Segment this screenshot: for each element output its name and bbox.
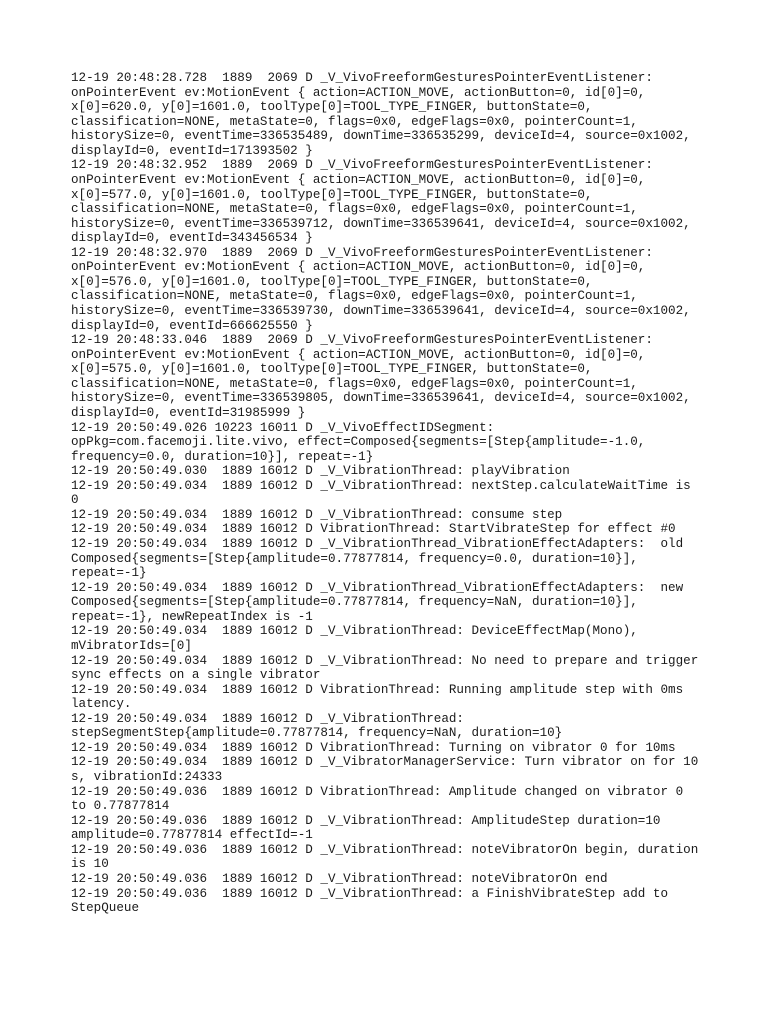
log-line: displayId=0, eventId=31985999 } [71, 405, 306, 420]
log-line: 12-19 20:50:49.026 10223 16011 D _V_VivoEffectIDSegment: [71, 420, 495, 435]
log-line: classification=NONE, metaState=0, flags=0x0, edgeFlags=0x0, pointerCount=1, [71, 114, 638, 129]
log-line: historySize=0, eventTime=336535489, downTime=336535299, deviceId=4, source=0x1002, [71, 129, 691, 144]
log-line: 12-19 20:50:49.034 1889 16012 D _V_VibrationThread: consume step [71, 507, 563, 522]
log-line: 12-19 20:48:33.046 1889 2069 D _V_VivoFreeformGesturesPointerEventListener: [71, 333, 653, 348]
log-line: Composed{segments=[Step{amplitude=0.77877814, frequency=NaN, duration=10}], [71, 595, 638, 610]
log-line: historySize=0, eventTime=336539730, downTime=336539641, deviceId=4, source=0x1002, [71, 304, 691, 318]
log-line: displayId=0, eventId=666625550 } [71, 318, 313, 333]
log-line: amplitude=0.77877814 effectId=-1 [71, 828, 313, 843]
log-line: sync effects on a single vibrator [71, 668, 321, 683]
log-line: x[0]=575.0, y[0]=1601.0, toolType[0]=TOOL_TYPE_FINGER, buttonState=0, [71, 362, 593, 377]
log-line: repeat=-1}, newRepeatIndex is -1 [71, 609, 313, 624]
log-line: 12-19 20:50:49.030 1889 16012 D _V_VibrationThread: playVibration [71, 464, 570, 479]
log-line: 0 [71, 493, 79, 508]
log-line: 12-19 20:48:32.952 1889 2069 D _V_VivoFreeformGesturesPointerEventListener: [71, 158, 653, 173]
log-line: x[0]=576.0, y[0]=1601.0, toolType[0]=TOOL_TYPE_FINGER, buttonState=0, [71, 274, 593, 289]
log-line: StepQueue [71, 901, 140, 916]
log-line: 12-19 20:50:49.034 1889 16012 D _V_VibrationThread: [71, 711, 464, 726]
log-line: 12-19 20:48:32.970 1889 2069 D _V_VivoFreeformGesturesPointerEventListener: [71, 245, 653, 260]
log-line: frequency=0.0, duration=10}], repeat=-1} [71, 449, 374, 464]
log-line: to 0.77877814 [71, 799, 170, 814]
log-line: is 10 [71, 857, 109, 872]
log-line: 12-19 20:50:49.034 1889 16012 D VibrationThread: Running amplitude step with 0ms [71, 682, 684, 697]
log-text-block [71, 71, 711, 916]
log-line: classification=NONE, metaState=0, flags=0x0, edgeFlags=0x0, pointerCount=1, [71, 376, 638, 391]
log-line: 12-19 20:50:49.034 1889 16012 D _V_VibrationThread_VibrationEffectAdapters: new [71, 580, 684, 595]
log-line: x[0]=577.0, y[0]=1601.0, toolType[0]=TOOL_TYPE_FINGER, buttonState=0, [71, 187, 593, 202]
log-line: 12-19 20:50:49.036 1889 16012 D _V_VibrationThread: a FinishVibrateStep add to [71, 886, 669, 901]
log-line: displayId=0, eventId=171393502 } [71, 143, 313, 158]
log-line: 12-19 20:50:49.034 1889 16012 D VibrationThread: StartVibrateStep for effect #0 [71, 522, 676, 537]
log-line: 12-19 20:50:49.036 1889 16012 D _V_VibrationThread: AmplitudeStep duration=10 [71, 813, 661, 828]
log-line: onPointerEvent ev:MotionEvent { action=ACTION_MOVE, actionButton=0, id[0]=0, [71, 347, 646, 362]
log-line: 12-19 20:48:28.728 1889 2069 D _V_VivoFreeformGesturesPointerEventListener: [71, 71, 653, 85]
log-line: s, vibrationId:24333 [71, 770, 223, 784]
log-line: stepSegmentStep{amplitude=0.77877814, frequency=NaN, duration=10} [71, 726, 563, 741]
log-line: opPkg=com.facemoji.lite.vivo, effect=Composed{segments=[Step{amplitude=-1.0, [71, 435, 646, 450]
log-line: displayId=0, eventId=343456534 } [71, 231, 313, 246]
log-line: 12-19 20:50:49.034 1889 16012 D _V_VibrationThread: No need to prepare and trigger [71, 653, 699, 668]
log-line: 12-19 20:50:49.034 1889 16012 D VibrationThread: Turning on vibrator 0 for 10ms [71, 740, 676, 755]
log-line: 12-19 20:50:49.034 1889 16012 D _V_VibrationThread: DeviceEffectMap(Mono), [71, 624, 638, 639]
log-line: historySize=0, eventTime=336539805, downTime=336539641, deviceId=4, source=0x1002, [71, 391, 691, 406]
log-line: classification=NONE, metaState=0, flags=0x0, edgeFlags=0x0, pointerCount=1, [71, 289, 638, 304]
log-line: 12-19 20:50:49.034 1889 16012 D _V_VibrationThread: nextStep.calculateWaitTime is [71, 478, 691, 493]
log-line: onPointerEvent ev:MotionEvent { action=ACTION_MOVE, actionButton=0, id[0]=0, [71, 85, 646, 100]
log-line: mVibratorIds=[0] [71, 638, 192, 653]
log-line: 12-19 20:50:49.036 1889 16012 D _V_VibrationThread: noteVibratorOn end [71, 871, 608, 886]
log-line: classification=NONE, metaState=0, flags=0x0, edgeFlags=0x0, pointerCount=1, [71, 202, 638, 217]
log-line: historySize=0, eventTime=336539712, downTime=336539641, deviceId=4, source=0x1002, [71, 216, 691, 231]
log-line: 12-19 20:50:49.034 1889 16012 D _V_VibratorManagerService: Turn vibrator on for 10 [71, 755, 699, 770]
log-line: latency. [71, 697, 132, 712]
log-line: onPointerEvent ev:MotionEvent { action=ACTION_MOVE, actionButton=0, id[0]=0, [71, 172, 646, 187]
log-line: 12-19 20:50:49.036 1889 16012 D VibrationThread: Amplitude changed on vibrator 0 [71, 784, 684, 799]
log-line: 12-19 20:50:49.034 1889 16012 D _V_VibrationThread_VibrationEffectAdapters: old [71, 537, 684, 551]
log-line: Composed{segments=[Step{amplitude=0.77877814, frequency=0.0, duration=10}], [71, 551, 638, 566]
log-line: x[0]=620.0, y[0]=1601.0, toolType[0]=TOOL_TYPE_FINGER, buttonState=0, [71, 100, 593, 115]
log-line: repeat=-1} [71, 566, 147, 581]
log-line: 12-19 20:50:49.036 1889 16012 D _V_VibrationThread: noteVibratorOn begin, duration [71, 842, 699, 857]
log-line: onPointerEvent ev:MotionEvent { action=ACTION_MOVE, actionButton=0, id[0]=0, [71, 260, 646, 275]
